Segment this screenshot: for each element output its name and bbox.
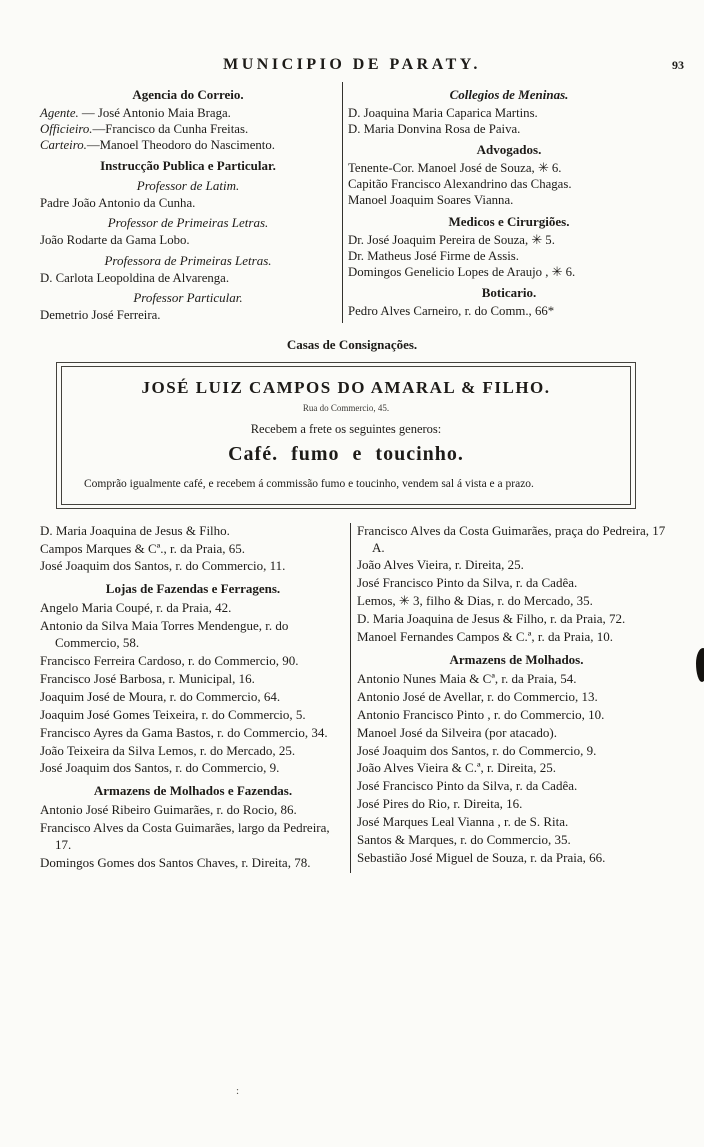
directory-entry	[40, 105, 336, 121]
directory-entry: Francisco José Barbosa, r. Municipal, 16.	[40, 670, 255, 686]
section-heading-advogados: Advogados.	[476, 142, 542, 158]
directory-entry: D. Maria Donvina Rosa de Paiva.	[348, 122, 521, 137]
ad-body-text: Comprão igualmente café, e recebem á commissão fumo e toucinho, vendem sal á vista e a prazo.	[84, 477, 534, 490]
subsection-heading: Professora de Primeiras Letras.	[104, 252, 272, 268]
directory-entry: Angelo Maria Coupé, r. da Praia, 42.	[40, 600, 232, 616]
directory-entry: Demetrio José Ferreira.	[40, 307, 161, 322]
role-name: —Francisco da Cunha Freitas.	[92, 122, 249, 137]
page-title: MUNICIPIO DE PARATY.	[223, 56, 481, 73]
top-section	[40, 82, 670, 323]
top-right-column	[342, 82, 670, 323]
ad-products-line: Café. fumo e toucinho.	[228, 442, 464, 465]
directory-entry: Domingos Gomes dos Santos Chaves, r. Direita, 78.	[40, 854, 311, 870]
directory-entry: Antonio Nunes Maia & Cª, r. da Praia, 54.	[357, 670, 577, 686]
directory-entry: José Marques Leal Vianna , r. de S. Rita.	[357, 814, 569, 830]
directory-entry: D. Carlota Leopoldina de Alvarenga.	[40, 270, 230, 285]
directory-entry: Dr. Matheus José Firme de Assis.	[348, 248, 519, 263]
page-header	[0, 0, 704, 74]
directory-entry: Capitão Francisco Alexandrino das Chagas.	[348, 177, 572, 192]
directory-entry: Antonio Francisco Pinto , r. do Commercio, 10.	[357, 706, 605, 722]
directory-entry: Sebastião José Miguel de Souza, r. da Praia, 66.	[357, 849, 606, 865]
bottom-right-column	[350, 523, 676, 873]
subsection-heading: Professor Particular.	[133, 289, 243, 305]
section-heading-agencia-correio: Agencia do Correio.	[132, 87, 244, 102]
directory-entry	[40, 137, 336, 153]
directory-entry: José Joaquim dos Santos, r. do Commercio, 9.	[357, 742, 597, 758]
directory-entry: João Alves Vieira & C.ª, r. Direita, 25.	[357, 760, 556, 776]
directory-entry: João Rodarte da Gama Lobo.	[40, 233, 190, 248]
directory-entry: João Teixeira da Silva Lemos, r. do Mercado, 25.	[40, 742, 296, 758]
directory-entry: João Alves Vieira, r. Direita, 25.	[357, 557, 524, 573]
directory-entry: José Joaquim dos Santos, r. do Commercio, 9.	[40, 760, 280, 776]
bottom-left-column	[40, 523, 350, 873]
bottom-section	[40, 523, 676, 873]
directory-entry: Antonio José Ribeiro Guimarães, r. do Rocio, 86.	[40, 802, 297, 818]
directory-entry: Domingos Genelicio Lopes de Araujo , ✳ 6.	[348, 264, 576, 279]
scan-artifact-mark: :	[236, 1085, 240, 1097]
directory-entry: Dr. José Joaquim Pereira de Souza, ✳ 5.	[348, 232, 555, 247]
section-heading-lojas-fazendas: Lojas de Fazendas e Ferragens.	[105, 581, 281, 597]
directory-entry	[40, 121, 336, 137]
subsection-heading: Professor de Latim.	[136, 178, 240, 194]
role-label: Carteiro.	[40, 138, 87, 153]
section-heading-collegios: Collegios de Meninas.	[449, 87, 569, 102]
directory-entry: Padre João Antonio da Cunha.	[40, 196, 196, 211]
directory-entry: Pedro Alves Carneiro, r. do Comm., 66*	[348, 303, 555, 318]
section-heading-medicos: Medicos e Cirurgiões.	[448, 213, 570, 229]
directory-entry: Tenente-Cor. Manoel José de Souza, ✳ 6.	[348, 161, 562, 176]
directory-entry: José Francisco Pinto da Silva, r. da Cadêa.	[357, 778, 578, 794]
section-heading-armazens-molhados-fazendas: Armazens de Molhados e Fazendas.	[93, 783, 293, 799]
role-name: —Manoel Theodoro do Nascimento.	[86, 138, 275, 153]
directory-entry: D. Joaquina Maria Caparica Martins.	[348, 106, 538, 120]
directory-entry: José Pires do Rio, r. Direita, 16.	[357, 796, 523, 812]
directory-entry: Manoel Joaquim Soares Vianna.	[348, 193, 514, 208]
directory-entry: D. Maria Joaquina de Jesus & Filho, r. da Praia, 72.	[357, 611, 626, 627]
ink-smudge-artifact	[696, 648, 704, 682]
role-label: Officieiro.	[40, 122, 93, 137]
directory-entry: Antonio da Silva Maia Torres Mendengue, r. do Commercio, 58.	[40, 618, 289, 651]
directory-entry: D. Maria Joaquina de Jesus & Filho.	[40, 522, 230, 538]
top-left-column	[40, 82, 342, 323]
directory-entry: Joaquim José Gomes Teixeira, r. do Commercio, 5.	[40, 706, 306, 722]
page-number: 93	[672, 58, 684, 72]
directory-entry: Campos Marques & Cª., r. da Praia, 65.	[40, 540, 246, 556]
advertisement	[56, 362, 636, 509]
directory-entry: Lemos, ✳ 3, filho & Dias, r. do Mercado, 35.	[357, 593, 593, 609]
directory-entry: José Joaquim dos Santos, r. do Commercio, 11.	[40, 558, 286, 574]
ad-intro-line: Recebem a frete os seguintes generos:	[250, 421, 442, 436]
advertisement-inner-frame	[61, 366, 631, 505]
directory-entry: Francisco Alves da Costa Guimarães, largo da Pedreira, 17.	[40, 820, 330, 853]
section-heading-armazens-molhados: Armazens de Molhados.	[449, 651, 584, 667]
directory-entry: Antonio José de Avellar, r. do Commercio, 13.	[357, 688, 598, 704]
role-label: Agente.	[40, 106, 79, 120]
directory-entry: José Francisco Pinto da Silva, r. da Cadêa.	[357, 575, 578, 591]
section-heading-boticario: Boticario.	[481, 284, 537, 300]
directory-entry: Francisco Ayres da Gama Bastos, r. do Commercio, 34.	[40, 724, 328, 740]
role-name: — José Antonio Maia Braga.	[78, 106, 231, 120]
directory-entry: Francisco Ferreira Cardoso, r. do Commercio, 90.	[40, 653, 299, 669]
section-heading-instruccao: Instrucção Publica e Particular.	[100, 158, 276, 174]
section-heading-consignacoes: Casas de Consignações.	[286, 336, 418, 352]
directory-entry: Francisco Alves da Costa Guimarães, praça do Pedreira, 17 A.	[357, 522, 666, 555]
directory-entry: Santos & Marques, r. do Commercio, 35.	[357, 831, 571, 847]
directory-entry: Manoel Fernandes Campos & C.ª, r. da Praia, 10.	[357, 629, 613, 645]
ad-address: Rua do Commercio, 45.	[302, 402, 390, 413]
directory-entry: Joaquim José de Moura, r. do Commercio, 64.	[40, 688, 281, 704]
subsection-heading: Professor de Primeiras Letras.	[107, 215, 269, 231]
directory-entry: Manoel José da Silveira (por atacado).	[357, 724, 557, 740]
ad-company-name: JOSÉ LUIZ CAMPOS DO AMARAL & FILHO.	[141, 377, 551, 397]
